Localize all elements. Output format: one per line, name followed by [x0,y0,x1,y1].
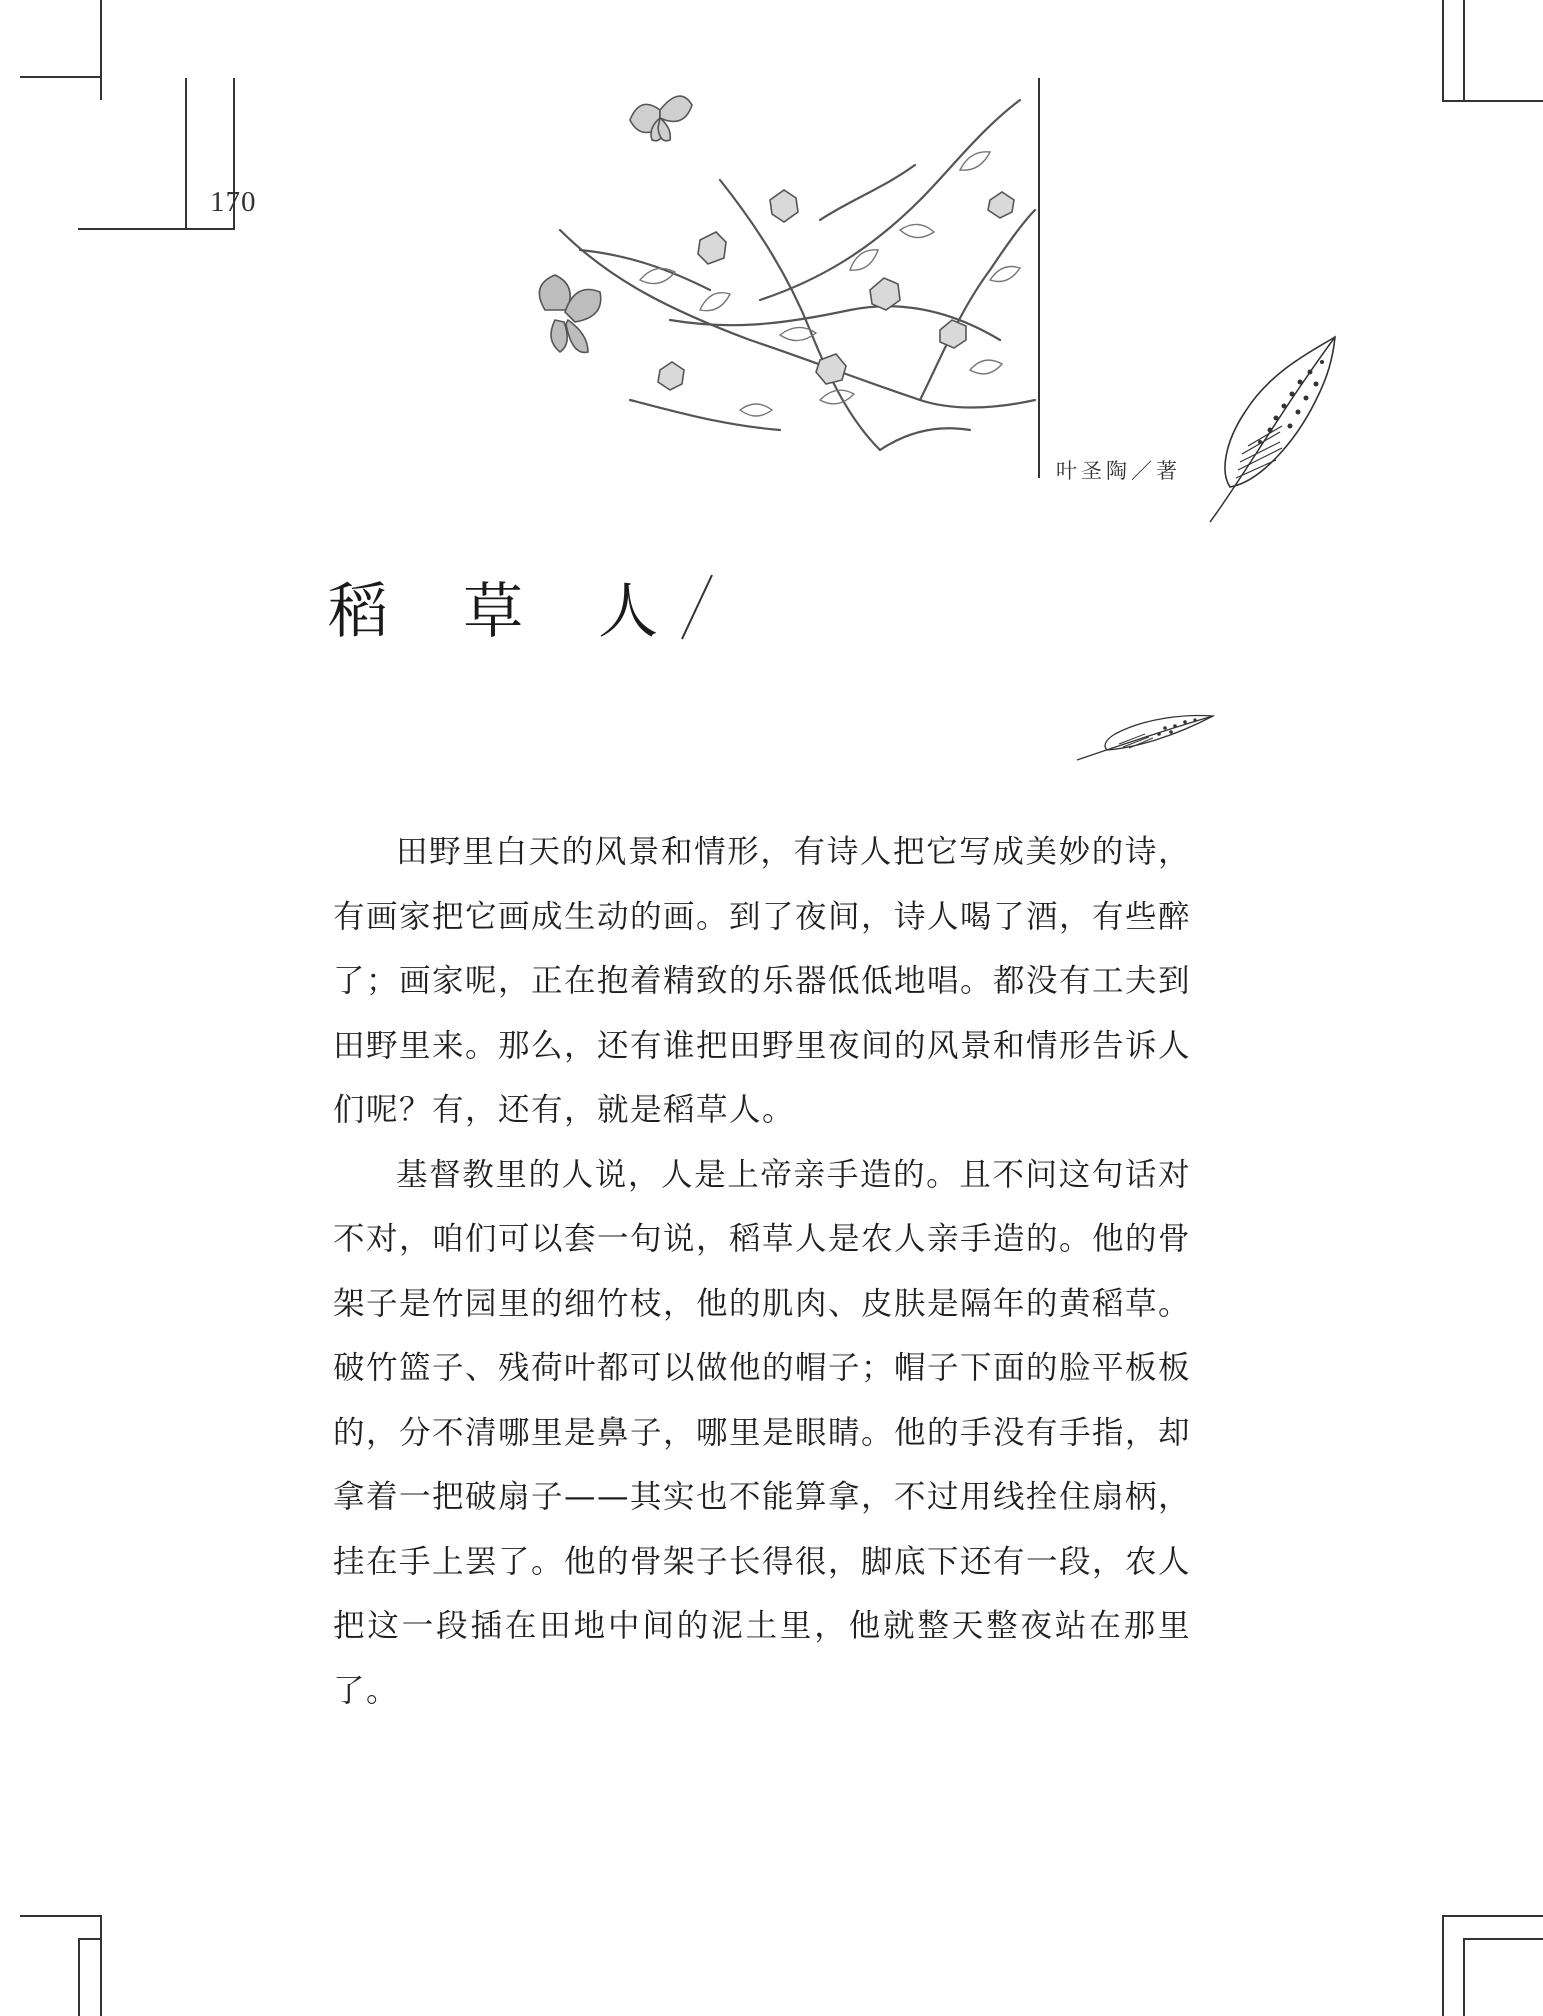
crop-mark [1463,1938,1543,1940]
paragraph: 基督教里的人说，人是上帝亲手造的。且不问这句话对不对，咱们可以套一句说，稻草人是农人亲手造的。他的骨架子是竹园里的细竹枝，他的肌肉、皮肤是隔年的黄稻草。破竹篮子、残荷叶都可以做他的帽子；帽子下面的脸平板板的，分不清哪里是鼻子，哪里是眼睛。他的手没有手指，却拿着一把破扇子——其实也不能算拿，不过用线拴住扇柄，挂在手上罢了。他的骨架子长得很，脚底下还有一段，农人把这一段插在田地中间的泥土里，他就整天整夜站在那里了。 [333,1156,1192,1709]
crop-mark [1463,0,1465,100]
slash-ornament [678,571,714,643]
crop-mark [1442,1917,1444,2016]
crop-mark [20,76,102,78]
vertical-rule [1038,78,1040,478]
crop-mark [1442,0,1444,100]
paragraph: 田野里白天的风景和情形，有诗人把它写成美妙的诗，有画家把它画成生动的画。到了夜间，诗人喝了酒，有些醉了；画家呢，正在抱着精致的乐器低低地唱。都没有工夫到田野里来。那么，还有谁把田野里夜间的风景和情形告诉人们呢？有，还有，就是稻草人。 [333,834,1192,1128]
crop-mark [78,228,235,230]
author-byline: 叶圣陶／著 [1056,459,1181,483]
crop-mark [78,1938,102,1940]
title-block [328,562,714,652]
crop-mark [1463,1938,1465,2016]
crop-mark [100,0,102,100]
crop-mark [185,78,187,228]
crop-mark [20,1915,102,1917]
crop-mark [1442,100,1543,102]
page-number: 170 [210,186,257,218]
crop-mark [78,1940,80,2016]
flower-vine-illustration [520,80,1040,480]
feather-icon [1075,712,1215,762]
article-body [333,820,1191,1723]
crop-mark [100,1917,102,2016]
feather-icon [1200,332,1340,527]
crop-mark [1442,1915,1543,1917]
article-title: 稻 草 人 [328,577,687,647]
